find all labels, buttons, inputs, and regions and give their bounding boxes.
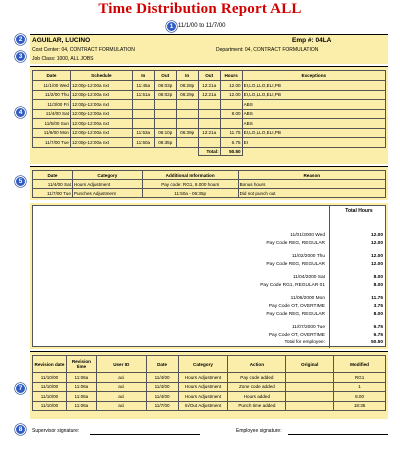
employee-number: Emp #: 04LA: [292, 37, 332, 44]
time-cell: [176, 109, 198, 119]
time-cell: [220, 100, 242, 110]
audit-cell: Punch time added: [228, 401, 286, 411]
adjust-col-header: Reason: [238, 171, 385, 180]
time-col-header: Exceptions: [242, 71, 385, 81]
audit-row: [33, 401, 386, 411]
time-cell: [132, 119, 154, 129]
time-row: [33, 81, 386, 91]
callout-badge-4: 4: [15, 107, 26, 118]
time-col-header: Out: [198, 71, 220, 81]
time-table-panel: [30, 66, 388, 164]
time-cell: 12:00p-12:00a nxt: [70, 90, 132, 100]
audit-cell: Hours added: [228, 392, 286, 402]
audit-cell: aci: [96, 401, 146, 411]
time-cell: ABS: [242, 100, 385, 110]
time-cell: [33, 147, 71, 155]
adjust-row: [33, 189, 386, 198]
adjustments-panel: [30, 166, 388, 200]
department: Department: 04, CONTRACT FORMULATION: [216, 47, 319, 53]
time-cell: 11/2/00 Thu: [33, 90, 71, 100]
audit-cell: 11:06a: [66, 392, 96, 402]
time-cell: 06:35p: [154, 138, 176, 148]
time-cell: 6.75: [220, 138, 242, 148]
time-cell: [132, 147, 154, 155]
time-cell: 11/6/00 Mon: [33, 128, 71, 138]
time-cell: [176, 119, 198, 129]
time-cell: 12:00p-12:00a nxt: [70, 119, 132, 129]
time-col-header: In: [132, 71, 154, 81]
summary-line-label: 11/04/2000 Sat: [292, 275, 325, 280]
time-cell: 12:00p-12:00a nxt: [70, 100, 132, 110]
adjust-col-header: Additional Information: [142, 171, 238, 180]
time-col-header: Hours: [220, 71, 242, 81]
cost-center: Cost Center: 04, CONTRACT FORMULATION: [32, 47, 135, 53]
adjust-cell: Punches Adjustment: [72, 189, 142, 198]
callout-badge-7: 7: [15, 383, 26, 394]
callout-badge-8: 8: [15, 424, 26, 435]
audit-col-header: Original: [286, 356, 334, 373]
time-cell: [176, 147, 198, 155]
total-for-employee-value: 50.50: [370, 340, 383, 345]
time-cell: 06:39p: [176, 128, 198, 138]
time-cell: EI,LO,LLO,ELI,PB: [242, 81, 385, 91]
summary-line-value: 12.00: [370, 241, 383, 246]
audit-cell: Pay code added: [228, 373, 286, 383]
callout-badge-2: 2: [15, 34, 26, 45]
time-cell: 12:00p-12:00a nxt: [70, 138, 132, 148]
time-cell: [154, 147, 176, 155]
time-cell: 11/3/00 Fri: [33, 100, 71, 110]
audit-cell: aci: [96, 382, 146, 392]
summary-line-value: 12.00: [370, 262, 383, 267]
time-row: [33, 128, 386, 138]
report-title: Time Distribution Report ALL: [98, 1, 302, 17]
summary-line-label: Pay Code OT, OVERTIME: [268, 304, 325, 309]
adjust-cell: 11/4/00 Sat: [33, 180, 73, 189]
time-cell: [198, 100, 220, 110]
audit-cell: aci: [96, 392, 146, 402]
total-hours: 50.50: [220, 147, 242, 155]
supervisor-signature-line: [90, 434, 200, 435]
summary-line-value: 6.75: [373, 325, 383, 330]
time-cell: [198, 109, 220, 119]
summary-line-value: 8.00: [373, 275, 383, 280]
time-cell: ABS: [242, 109, 385, 119]
time-row: [33, 119, 386, 129]
summary-line-label: Pay Code REG, REGULAR: [266, 241, 325, 246]
audit-col-header: Action: [228, 356, 286, 373]
time-cell: [154, 119, 176, 129]
audit-row: [33, 382, 386, 392]
time-cell: 12:21a: [198, 90, 220, 100]
audit-panel: [30, 351, 388, 419]
audit-col-header: Category: [178, 356, 228, 373]
time-cell: 11/1/00 Wed: [33, 81, 71, 91]
time-cell: [154, 109, 176, 119]
adjust-cell: 11:50a - 06:35p: [142, 189, 238, 198]
adjust-cell: 11/7/00 Tue: [33, 189, 73, 198]
time-cell: 12.00: [220, 90, 242, 100]
adjust-cell: Bonus hours: [238, 180, 385, 189]
time-cell: 12:00p-12:00a nxt: [70, 81, 132, 91]
audit-cell: RG1: [334, 373, 386, 383]
audit-cell: 11/10/00: [33, 382, 67, 392]
job-class: Job Class: 1000, ALL JOBS: [32, 56, 94, 62]
audit-col-header: Date: [146, 356, 178, 373]
audit-cell: [286, 373, 334, 383]
summary-line-label: Pay Code REG, REGULAR: [266, 262, 325, 267]
time-cell: 06:03p: [154, 81, 176, 91]
time-cell: [70, 147, 132, 155]
time-cell: 11:53a: [132, 128, 154, 138]
audit-cell: Hours Adjustment: [178, 392, 228, 402]
report-period: 11/1/00 to 11/7/00: [178, 23, 226, 29]
time-cell: 12:00p-12:00a nxt: [70, 109, 132, 119]
time-cell: 11.75: [220, 128, 242, 138]
audit-cell: 8.00: [334, 392, 386, 402]
time-cell: 11/4/00 Sat: [33, 109, 71, 119]
adjust-row: [33, 180, 386, 189]
audit-cell: [286, 382, 334, 392]
audit-cell: 11/10/00: [33, 373, 67, 383]
time-cell: EI,LO,LLO,ELI,PB: [242, 128, 385, 138]
employee-signature-line: [288, 434, 388, 435]
time-col-header: Date: [33, 71, 71, 81]
time-cell: 12.00: [220, 81, 242, 91]
summary-panel: [30, 203, 388, 349]
audit-cell: Hours Adjustment: [178, 373, 228, 383]
time-cell: 06:29p: [176, 90, 198, 100]
audit-cell: 11:06a: [66, 401, 96, 411]
audit-col-header: Revision time: [66, 356, 96, 373]
time-cell: 11:51a: [132, 90, 154, 100]
time-cell: [176, 138, 198, 148]
audit-cell: aci: [96, 373, 146, 383]
time-row: [33, 100, 386, 110]
summary-line-value: 6.75: [373, 333, 383, 338]
summary-line-value: 11.75: [371, 296, 383, 301]
audit-cell: Zone code added: [228, 382, 286, 392]
time-col-header: Out: [154, 71, 176, 81]
callout-badge-1: 1: [166, 21, 177, 32]
time-cell: [220, 119, 242, 129]
total-label: Total:: [198, 147, 220, 155]
adjust-col-header: Category: [72, 171, 142, 180]
summary-line-value: 12.00: [370, 254, 383, 259]
summary-box: [32, 205, 386, 347]
audit-cell: 11/4/00: [146, 382, 178, 392]
audit-cell: 11:06a: [66, 382, 96, 392]
time-cell: 8.00: [220, 109, 242, 119]
summary-line-value: 8.00: [373, 312, 383, 317]
audit-row: [33, 392, 386, 402]
audit-cell: 11/10/00: [33, 401, 67, 411]
time-cell: [132, 100, 154, 110]
employee-header: [30, 34, 388, 64]
summary-line-label: Pay Code RG1, REGULAR 01: [260, 283, 325, 288]
time-row: [33, 109, 386, 119]
adjust-cell: Pay code: RG1, 8.000 hours: [142, 180, 238, 189]
time-col-header: In: [176, 71, 198, 81]
summary-line-value: 8.00: [373, 283, 383, 288]
time-cell: [132, 109, 154, 119]
time-cell: [154, 100, 176, 110]
summary-line-value: 3.75: [373, 304, 383, 309]
summary-line-label: Pay Code REG, REGULAR: [266, 312, 325, 317]
time-cell: EI: [242, 138, 385, 148]
supervisor-signature-label: Supervisor signature:: [32, 428, 80, 434]
time-cell: [198, 119, 220, 129]
time-cell: EI,LO,LLO,ELI,PB: [242, 90, 385, 100]
audit-cell: 18:35: [334, 401, 386, 411]
time-cell: [242, 147, 385, 155]
summary-line-label: 11/01/2000 Wed: [290, 233, 325, 238]
summary-line-label: 11/07/2000 Tue: [292, 325, 325, 330]
total-hours-header: Total Hours: [345, 208, 373, 214]
audit-cell: Hours Adjustment: [178, 382, 228, 392]
time-row: [33, 90, 386, 100]
audit-col-header: Modified: [334, 356, 386, 373]
time-cell: 12:21a: [198, 81, 220, 91]
time-cell: [176, 100, 198, 110]
callout-badge-5: 5: [15, 176, 26, 187]
time-total-row: [33, 147, 386, 155]
employee-signature-label: Employee signature:: [236, 428, 282, 434]
audit-cell: 11/4/00: [146, 392, 178, 402]
total-for-employee-label: Total for employee:: [284, 340, 325, 345]
time-cell: 12:21a: [198, 128, 220, 138]
time-cell: 06:28p: [176, 81, 198, 91]
time-table: [32, 70, 386, 156]
audit-cell: 11/4/00: [146, 373, 178, 383]
time-cell: 11/5/00 Sun: [33, 119, 71, 129]
callout-badge-3: 3: [15, 51, 26, 62]
adjustments-table: [32, 170, 386, 198]
audit-cell: In/Out Adjustment: [178, 401, 228, 411]
audit-cell: [286, 401, 334, 411]
audit-cell: 11/10/00: [33, 392, 67, 402]
audit-table: [32, 355, 386, 411]
time-cell: 11:50a: [132, 138, 154, 148]
time-cell: 11/7/00 Tue: [33, 138, 71, 148]
time-cell: 12:00p-12:00a nxt: [70, 128, 132, 138]
summary-line-label: Pay Code OT, OVERTIME: [268, 333, 325, 338]
audit-cell: 11:06a: [66, 373, 96, 383]
audit-col-header: User ID: [96, 356, 146, 373]
audit-col-header: Revision date: [33, 356, 67, 373]
audit-cell: 1: [334, 382, 386, 392]
time-cell: 06:02p: [154, 90, 176, 100]
adjust-cell: Did not punch out: [238, 189, 385, 198]
summary-line-label: 11/02/2000 Thu: [291, 254, 325, 259]
time-cell: ABS: [242, 119, 385, 129]
time-cell: 11:45a: [132, 81, 154, 91]
time-cell: 06:10p: [154, 128, 176, 138]
adjust-col-header: Date: [33, 171, 73, 180]
adjust-cell: Hours Adjustment: [72, 180, 142, 189]
summary-line-label: 11/06/2000 Mon: [290, 296, 325, 301]
time-row: [33, 138, 386, 148]
summary-line-value: 12.00: [370, 233, 383, 238]
time-cell: [198, 138, 220, 148]
employee-name: AGUILAR, LUCINO: [32, 37, 91, 44]
audit-cell: 11/7/00: [146, 401, 178, 411]
time-col-header: Schedule: [70, 71, 132, 81]
audit-row: [33, 373, 386, 383]
audit-cell: [286, 392, 334, 402]
